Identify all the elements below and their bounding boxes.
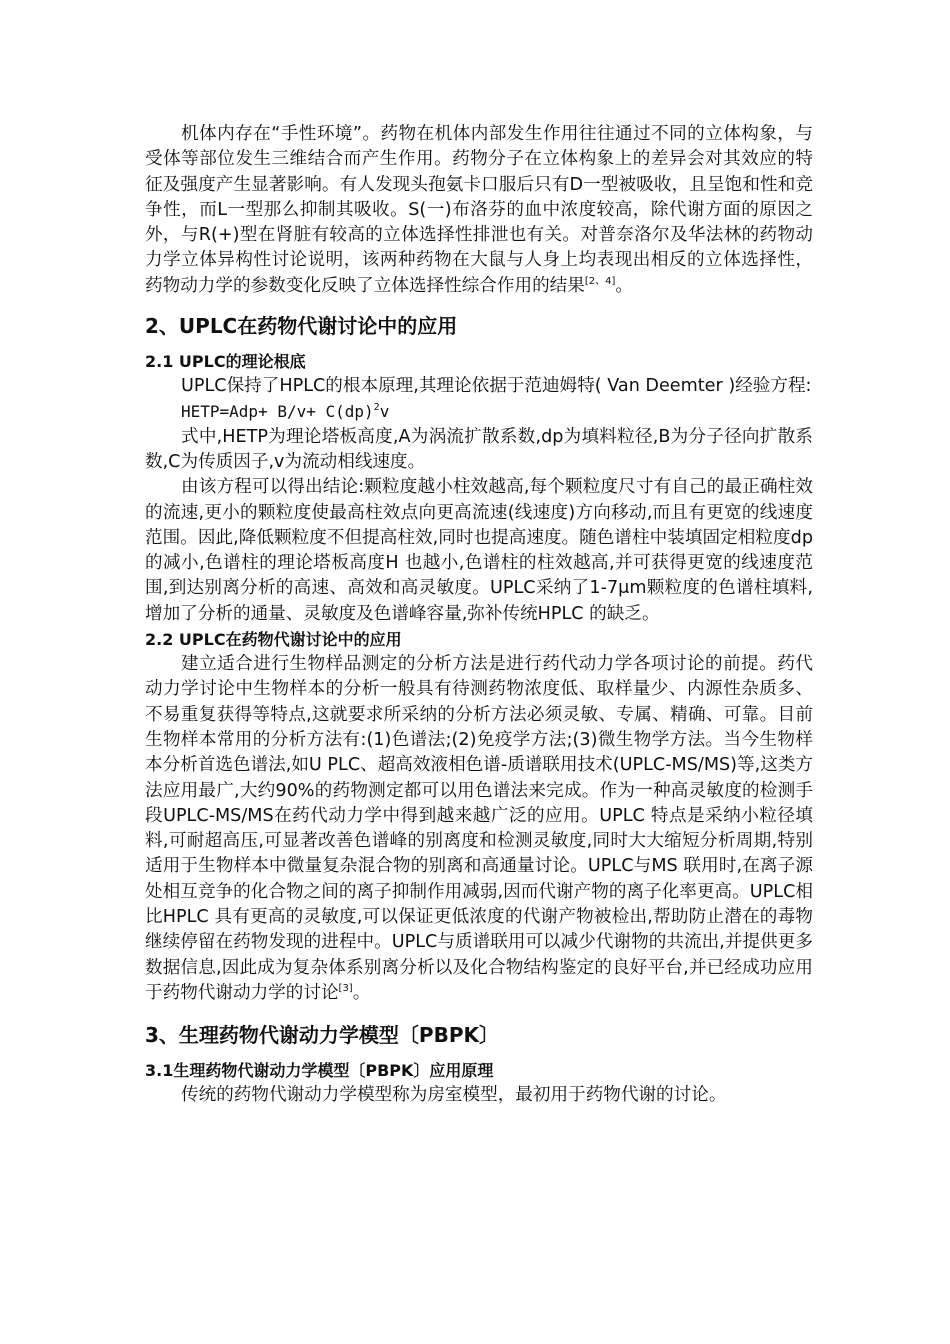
van-deemter-formula bbox=[145, 399, 813, 424]
section-2-1-paragraph-1: UPLC保持了HPLC的根本原理,其理论依据于范迪姆特( Van Deemter )经验方程: bbox=[181, 376, 812, 397]
section-2-1-paragraph-2: 式中,HETP为理论塔板高度,A为涡流扩散系数,dp为填料粒径,B为分子径向扩散系数,C为传质因子,v为流动相线速度。 bbox=[145, 426, 813, 472]
formula-main: HETP=Adp+ B/v+ C(dp) bbox=[181, 402, 374, 422]
section-2-2-heading: 2.2 UPLC在药物代谢讨论中的应用 bbox=[145, 630, 402, 650]
formula-superscript: 2 bbox=[373, 402, 380, 414]
section-2-2-tail: 。 bbox=[352, 982, 371, 1003]
section-2-2-text: 建立适合进行生物样品测定的分析方法是进行药代动力学各项讨论的前提。药代动力学讨论中生物样本的分析一般具有待测药物浓度低、取样量少、内源性杂质多、不易重复获得等特点,这就要求所采纳的分析方法必须灵敏、专属、精确、可靠。目前生物样本常用的分析方法有:(1)色谱法;(2)免疫学方法;(3)微生物学方法。当今生物样本分析首选色谱法,如U PLC、超高效液相色谱-质谱联用技术(UPLC-MS/MS)等,这类方法应用最广,大约90%的药物测定都可以用色谱法来完成。作为一种高灵敏度的检测手段UPLC-MS/MS在药代动力学中得到越来越广泛的应用。UPLC 特点是采纳小粒径填料,可耐超高压,可显著改善色谱峰的别离度和检测灵敏度,同时大大缩短分析周期,特别适用于生物样本中微量复杂混合物的别离和高通量讨论。UPLC与MS 联用时,在离子源处相互竞争的化合物之间的离子抑制作用减弱,因而代谢产物的离子化率更高。UPLC相比HPLC 具有更高的灵敏度,可以保证更低浓度的代谢产物被检出,帮助防止潜在的毒物继续停留在药物发现的进程中。UPLC与质谱联用可以减少代谢物的共流出,并提供更多数据信息,因此成为复杂体系别离分析以及化合物结构鉴定的良好平台,并已经成功应用于药物代谢动力学的讨论 bbox=[145, 654, 814, 1003]
section-2-1-paragraph-3: 由该方程可以得出结论:颗粒度越小柱效越高,每个颗粒度尺寸有自己的最正确柱效的流速,更小的颗粒度使最高柱效点向更高流速(线速度)方向移动,而且有更宽的线速度范围。因此,降低颗粒度不但提高柱效,同时也提高速度。随色谱柱中装填固定相粒度dp 的减小,色谱柱的理论塔板高度H 也越小,色谱柱的柱效越高,并可获得更宽的线速度范围,到达别离分析的高速、高效和高灵敏度。UPLC采纳了1-7μm颗粒度的色谱柱填料,增加了分析的通量、灵敏度及色谱峰容量,弥补传统HPLC 的缺乏。 bbox=[145, 477, 813, 624]
citation-ref: [2、4] bbox=[584, 275, 616, 287]
section-2-1-heading: 2.1 UPLC的理论根底 bbox=[145, 352, 306, 372]
section-3-heading: 3、生理药物代谢动力学模型〔PBPK〕 bbox=[145, 1023, 499, 1048]
section-3-1-heading: 3.1生理药物代谢动力学模型〔PBPK〕应用原理 bbox=[145, 1061, 494, 1081]
section-2-2-paragraph-1 bbox=[145, 652, 813, 1006]
intro-tail: 。 bbox=[615, 275, 633, 296]
section-3-1-paragraph-1: 传统的药物代谢动力学模型称为房室模型，最初用于药物代谢的讨论。 bbox=[181, 1085, 727, 1106]
intro-paragraph bbox=[145, 122, 813, 299]
formula-tail: v bbox=[379, 402, 390, 422]
intro-text: 机体内存在“手性环境”。药物在机体内部发生作用往往通过不同的立体构象，与受体等部位发生三维结合而产生作用。药物分子在立体构象上的差异会对其效应的特征及强度产生显著影响。有人发现头孢氨卡口服后只有D一型被吸收，且呈饱和性和竞争性，而L一型那么抑制其吸收。S(一)布洛芬的血中浓度较高，除代谢方面的原因之外，与R(+)型在肾脏有较高的立体选择性排泄也有关。对普奈洛尔及华法林的药物动力学立体异构性讨论说明，该两种药物在大鼠与人身上均表现出相反的立体选择性，药物动力学的参数变化反映了立体选择性综合作用的结果 bbox=[145, 124, 813, 296]
citation-ref: [3] bbox=[338, 982, 353, 994]
section-2-heading: 2、UPLC在药物代谢讨论中的应用 bbox=[145, 314, 458, 339]
document-page bbox=[145, 122, 813, 1109]
